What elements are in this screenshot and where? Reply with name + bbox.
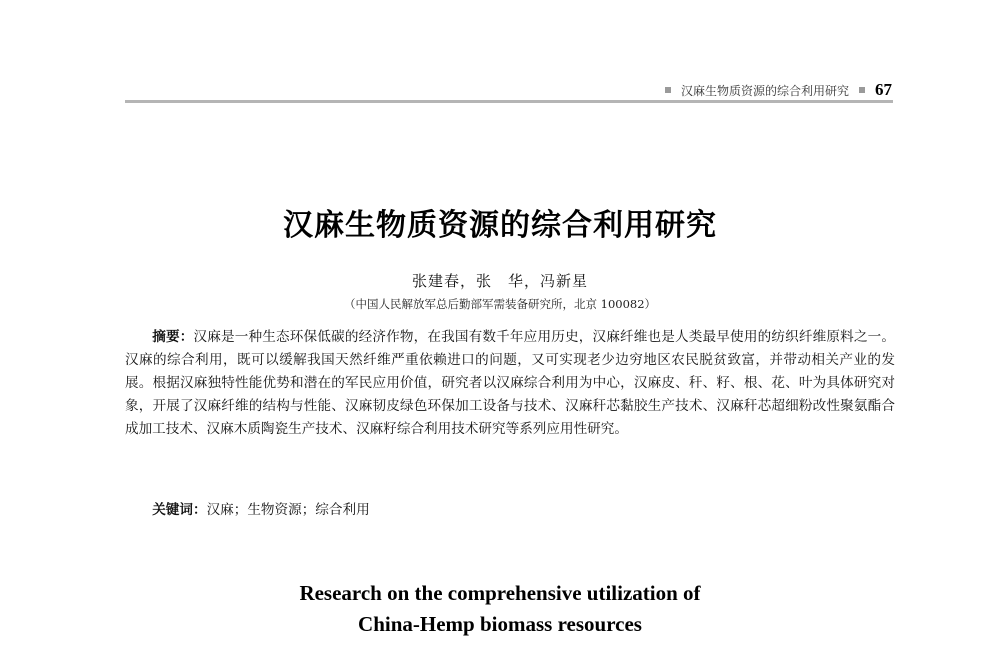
authors: 张建春，张 华，冯新星 xyxy=(411,272,588,290)
header-rule xyxy=(125,100,893,103)
english-title xyxy=(0,578,1000,640)
abstract xyxy=(125,326,895,441)
abstract-text: 汉麻是一种生态环保低碳的经济作物，在我国有数千年应用历史，汉麻纤维也是人类最早使用的纺织纤维原料之一。汉麻的综合利用，既可以缓解我国天然纤维严重依赖进口的问题，又可实现老少边穷地区农民脱贫致富，并带动相关产业的发展。根据汉麻独特性能优势和潜在的军民应用价值，研究者以汉麻综合利用为中心，汉麻皮、秆、籽、根、花、叶为具体研究对象，开展了汉麻纤维的结构与性能、汉麻韧皮绿色环保加工设备与技术、汉麻秆芯黏胶生产技术、汉麻秆芯超细粉改性聚氨酯合成加工技术、汉麻木质陶瓷生产技术、汉麻籽综合利用技术研究等系列应用性研究。 xyxy=(125,329,896,437)
affiliation: （中国人民解放军总后勤部军需装备研究所，北京 100082） xyxy=(343,297,657,311)
keywords-text: 汉麻；生物资源；综合利用 xyxy=(206,502,370,518)
keywords xyxy=(125,499,895,522)
page-number: 67 xyxy=(875,80,892,99)
english-title-line2: China-Hemp biomass resources xyxy=(358,612,642,636)
running-title: 汉麻生物质资源的综合利用研究 xyxy=(680,83,849,98)
english-title-line1: Research on the comprehensive utilization of xyxy=(299,581,701,605)
square-bullet-icon xyxy=(859,87,865,93)
keywords-label: 关键词： xyxy=(152,502,207,518)
running-head xyxy=(665,80,892,100)
square-bullet-icon xyxy=(665,87,671,93)
article-title: 汉麻生物质资源的综合利用研究 xyxy=(283,208,717,243)
abstract-label: 摘要： xyxy=(152,329,194,345)
